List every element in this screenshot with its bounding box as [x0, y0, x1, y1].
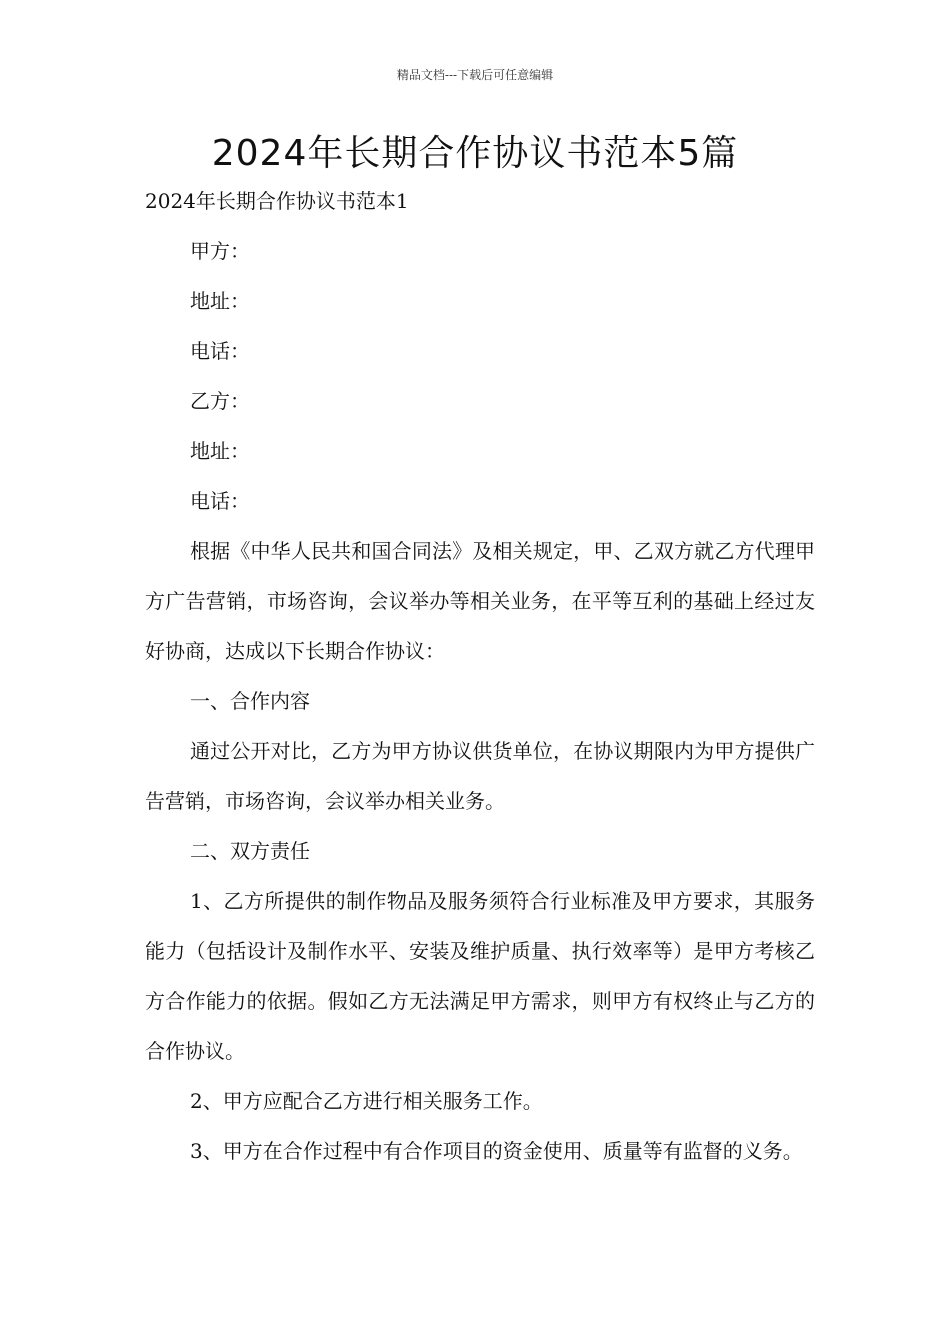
party-b-label: 乙方： [190, 389, 250, 413]
intro-paragraph: 根据《中华人民共和国合同法》及相关规定，甲、乙双方就乙方代理甲方广告营销，市场咨询，会议举办等相关业务，在平等互利的基础上经过友好协商，达成以下长期合作协议： [145, 539, 815, 663]
document-title: 2024年长期合作协议书范本5篇 [211, 133, 739, 174]
section2-heading: 二、双方责任 [190, 839, 310, 863]
section1-text: 通过公开对比，乙方为甲方协议供货单位，在协议期限内为甲方提供广告营销，市场咨询，会议举办相关业务。 [145, 739, 815, 813]
section1-heading: 一、合作内容 [190, 689, 310, 713]
document-body [145, 186, 815, 1176]
party-b-phone: 电话： [190, 489, 250, 513]
section2-item2: 2、甲方应配合乙方进行相关服务工作。 [190, 1089, 543, 1113]
header-note: 精品文档---下载后可任意编辑 [396, 68, 554, 82]
party-b-address: 地址： [190, 439, 250, 463]
party-a-phone: 电话： [190, 339, 250, 363]
document-subtitle: 2024年长期合作协议书范本1 [145, 189, 409, 213]
section2-item3: 3、甲方在合作过程中有合作项目的资金使用、质量等有监督的义务。 [190, 1139, 803, 1163]
party-a-address: 地址： [190, 289, 250, 313]
section2-item1: 1、乙方所提供的制作物品及服务须符合行业标准及甲方要求，其服务能力（包括设计及制作水平、安装及维护质量、执行效率等）是甲方考核乙方合作能力的依据。假如乙方无法满足甲方需求，则甲方有权终止与乙方的合作协议。 [145, 889, 815, 1063]
party-a-label: 甲方： [190, 239, 250, 263]
